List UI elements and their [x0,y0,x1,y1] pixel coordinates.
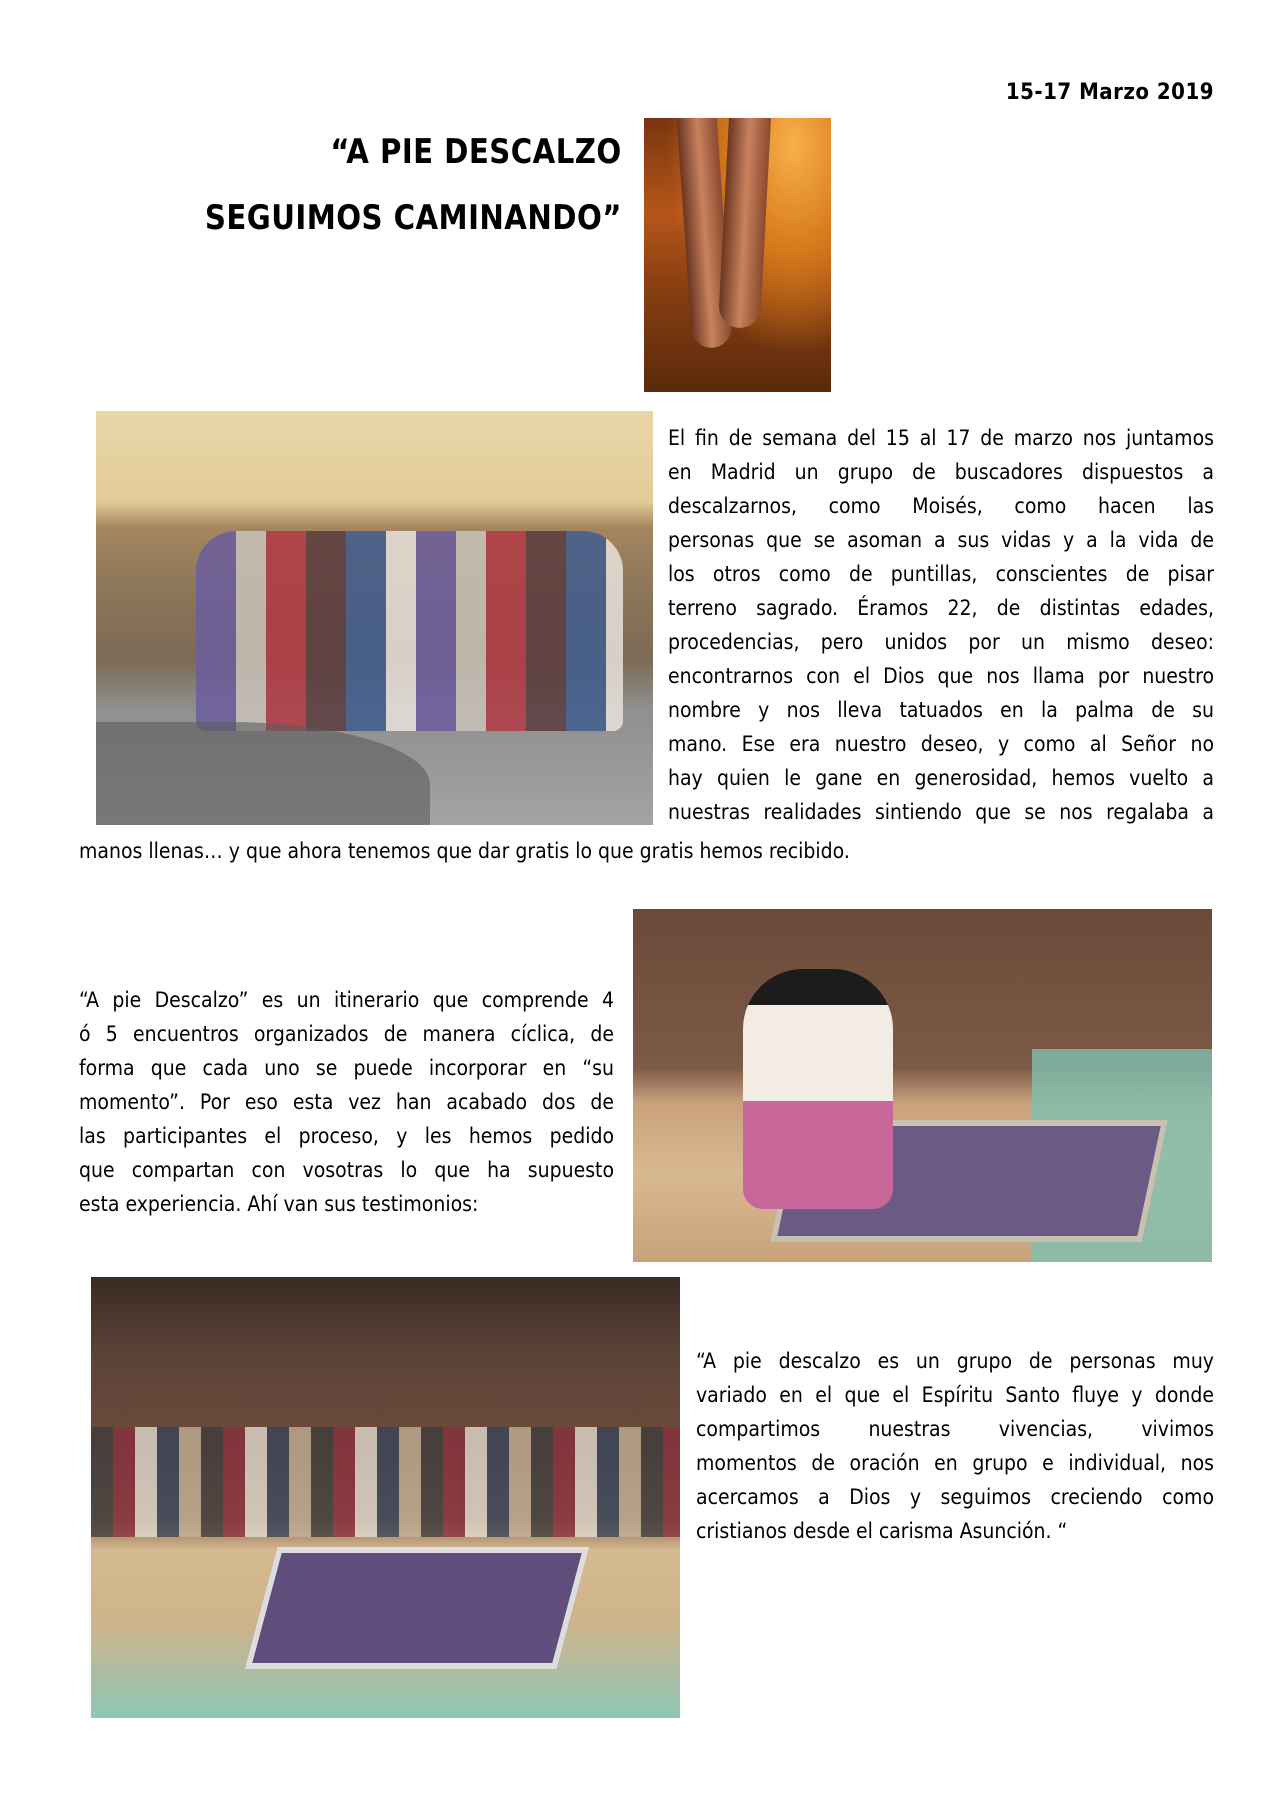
text-line: variado en el que el Espíritu Santo fluye y donde [696,1383,1214,1407]
prayer-room-photo [633,909,1212,1262]
text-line: hay quien le gane en generosidad, hemos vuelto a [668,766,1214,790]
kneeling-person [743,969,893,1209]
text-line: personas que se asoman a sus vidas y a la vida de [668,528,1214,552]
text-line: los otros como de puntillas, conscientes de pisar [668,562,1214,586]
text-line: manos llenas… y que ahora tenemos que dar gratis lo que gratis hemos recibido. [79,839,850,863]
text-line: cristianos desde el carisma Asunción. “ [696,1519,1068,1543]
text-line: compartimos nuestras vivencias, vivimos [696,1417,1214,1441]
title-line-1: “A PIE DESCALZO [330,132,622,172]
group-photo [96,411,653,825]
text-line: mano. Ese era nuestro deseo, y como al Señor no [668,732,1214,756]
event-date: 15-17 Marzo 2019 [1005,80,1214,105]
text-line: momento”. Por eso esta vez han acabado dos de [79,1090,614,1114]
text-line: en Madrid un grupo de buscadores dispuestos a [668,460,1214,484]
text-line: acercamos a Dios y seguimos creciendo como [696,1485,1214,1509]
text-line: “A pie descalzo es un grupo de personas muy [696,1349,1214,1373]
leg-right [718,118,772,329]
text-line: descalzarnos, como Moisés, como hacen las [668,494,1214,518]
text-line: que compartan con vosotras lo que ha supuesto [79,1158,614,1182]
group-people [196,531,623,731]
text-line: encontrarnos con el Dios que nos llama por nuestro [668,664,1214,688]
paragraph-intro-tail [79,834,1214,868]
text-line: forma que cada uno se puede incorporar en “su [79,1056,614,1080]
text-line: nuestras realidades sintiendo que se nos regalaba a [668,800,1214,824]
text-line: ó 5 encuentros organizados de manera cíclica, de [79,1022,614,1046]
paragraph-itinerary [79,983,614,1221]
text-line: momentos de oración en grupo e individual, nos [696,1451,1214,1475]
paragraph-testimony [696,1344,1214,1548]
text-line: “A pie Descalzo” es un itinerario que comprende 4 [79,988,614,1012]
rug [245,1547,590,1669]
text-line: procedencias, pero unidos por un mismo deseo: [668,630,1214,654]
text-line: las participantes el proceso, y les hemos pedido [79,1124,614,1148]
text-line: esta experiencia. Ahí van sus testimonios: [79,1192,479,1216]
seated-people [91,1427,680,1537]
text-line: nombre y nos lleva tatuados en la palma de su [668,698,1214,722]
barefoot-photo [644,118,831,392]
text-line: terreno sagrado. Éramos 22, de distintas edades, [668,596,1214,620]
text-line: El fin de semana del 15 al 17 de marzo nos juntamos [668,426,1214,450]
ground-shadow [96,722,430,826]
group-circle-photo [91,1277,680,1718]
title-line-2: SEGUIMOS CAMINANDO” [204,198,622,238]
paragraph-intro [668,421,1214,829]
